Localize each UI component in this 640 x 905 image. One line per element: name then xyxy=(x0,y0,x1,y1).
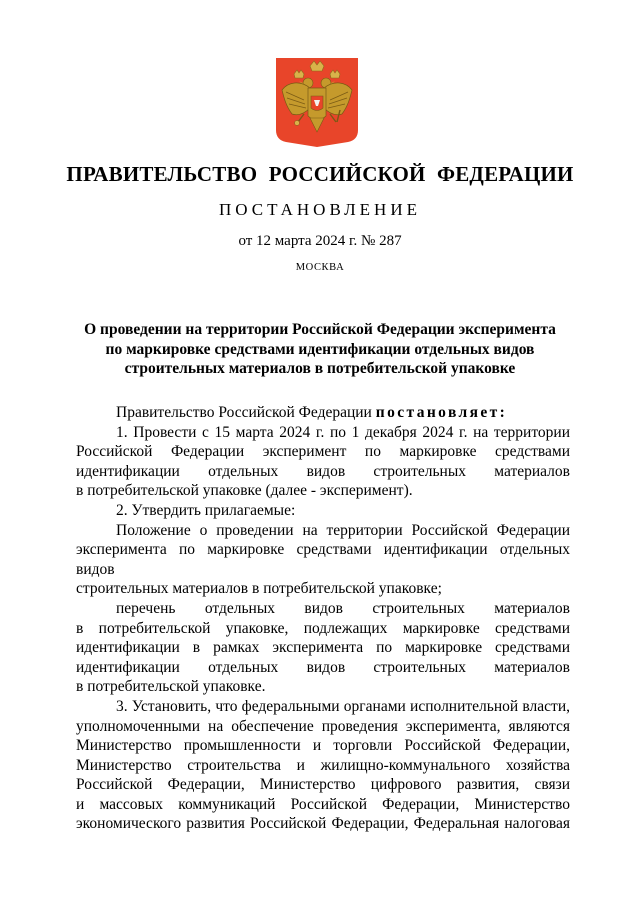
document-type: ПОСТАНОВЛЕНИЕ xyxy=(218,200,421,219)
paragraph-line: Российской Федерации, Министерство цифрового развития, связи xyxy=(76,776,570,794)
paragraph-line: строительных материалов в потребительской упаковке; xyxy=(76,580,442,598)
document-date-number: от 12 марта 2024 г. № 287 xyxy=(238,233,402,249)
russian-coat-of-arms-icon xyxy=(274,56,360,148)
paragraph-line: идентификации отдельных видов строительных материалов xyxy=(76,462,570,480)
paragraph-line: 1. Провести с 15 марта 2024 г. по 1 декабря 2024 г. на территории xyxy=(116,423,570,441)
intro-paragraph xyxy=(76,403,570,423)
paragraph-line: экономического развития Российской Федерации, Федеральная налоговая xyxy=(76,815,570,833)
paragraph-line: в потребительской упаковке. xyxy=(76,678,266,696)
paragraph-line: уполномоченными на обеспечение проведения эксперимента, являются xyxy=(76,717,570,735)
paragraph-line: в потребительской упаковке (далее - эксперимент). xyxy=(76,482,413,500)
paragraph-line: перечень отдельных видов строительных материалов xyxy=(116,599,570,617)
intro-resolution-word: постановляет: xyxy=(375,404,508,421)
paragraph-line: Министерство строительства и жилищно-коммунального хозяйства xyxy=(76,756,570,774)
paragraph-line: в потребительской упаковке, подлежащих маркировке средствами xyxy=(76,619,570,637)
paragraph-line: 2. Утвердить прилагаемые: xyxy=(116,501,296,519)
paragraph-line: идентификации отдельных видов строительных материалов xyxy=(76,658,570,676)
document-city: МОСКВА xyxy=(295,262,345,273)
paragraph-line: 3. Установить, что федеральными органами исполнительной власти, xyxy=(116,697,570,715)
paragraph-line: идентификации в рамках эксперимента по маркировке средствами xyxy=(76,639,570,657)
document-subject xyxy=(70,320,570,379)
paragraph-line: Российской Федерации эксперимент по маркировке средствами xyxy=(76,443,570,461)
subject-line: по маркировке средствами идентификации отдельных видов xyxy=(105,340,535,358)
subject-line: О проведении на территории Российской Федерации эксперимента xyxy=(84,321,556,338)
document-body xyxy=(76,403,570,834)
intro-text: Правительство Российской Федерации xyxy=(116,404,376,421)
paragraph-line: эксперимента по маркировке средствами идентификации отдельных видов xyxy=(76,541,570,578)
paragraph-line: Министерство промышленности и торговли Российской Федерации, xyxy=(76,737,570,755)
organization-title: ПРАВИТЕЛЬСТВО РОССИЙСКОЙ ФЕДЕРАЦИИ xyxy=(66,162,574,186)
paragraph-line: Положение о проведении на территории Российской Федерации xyxy=(116,521,570,539)
subject-line: строительных материалов в потребительской упаковке xyxy=(124,360,516,377)
paragraph-line: и массовых коммуникаций Российской Федерации, Министерство xyxy=(76,795,570,813)
